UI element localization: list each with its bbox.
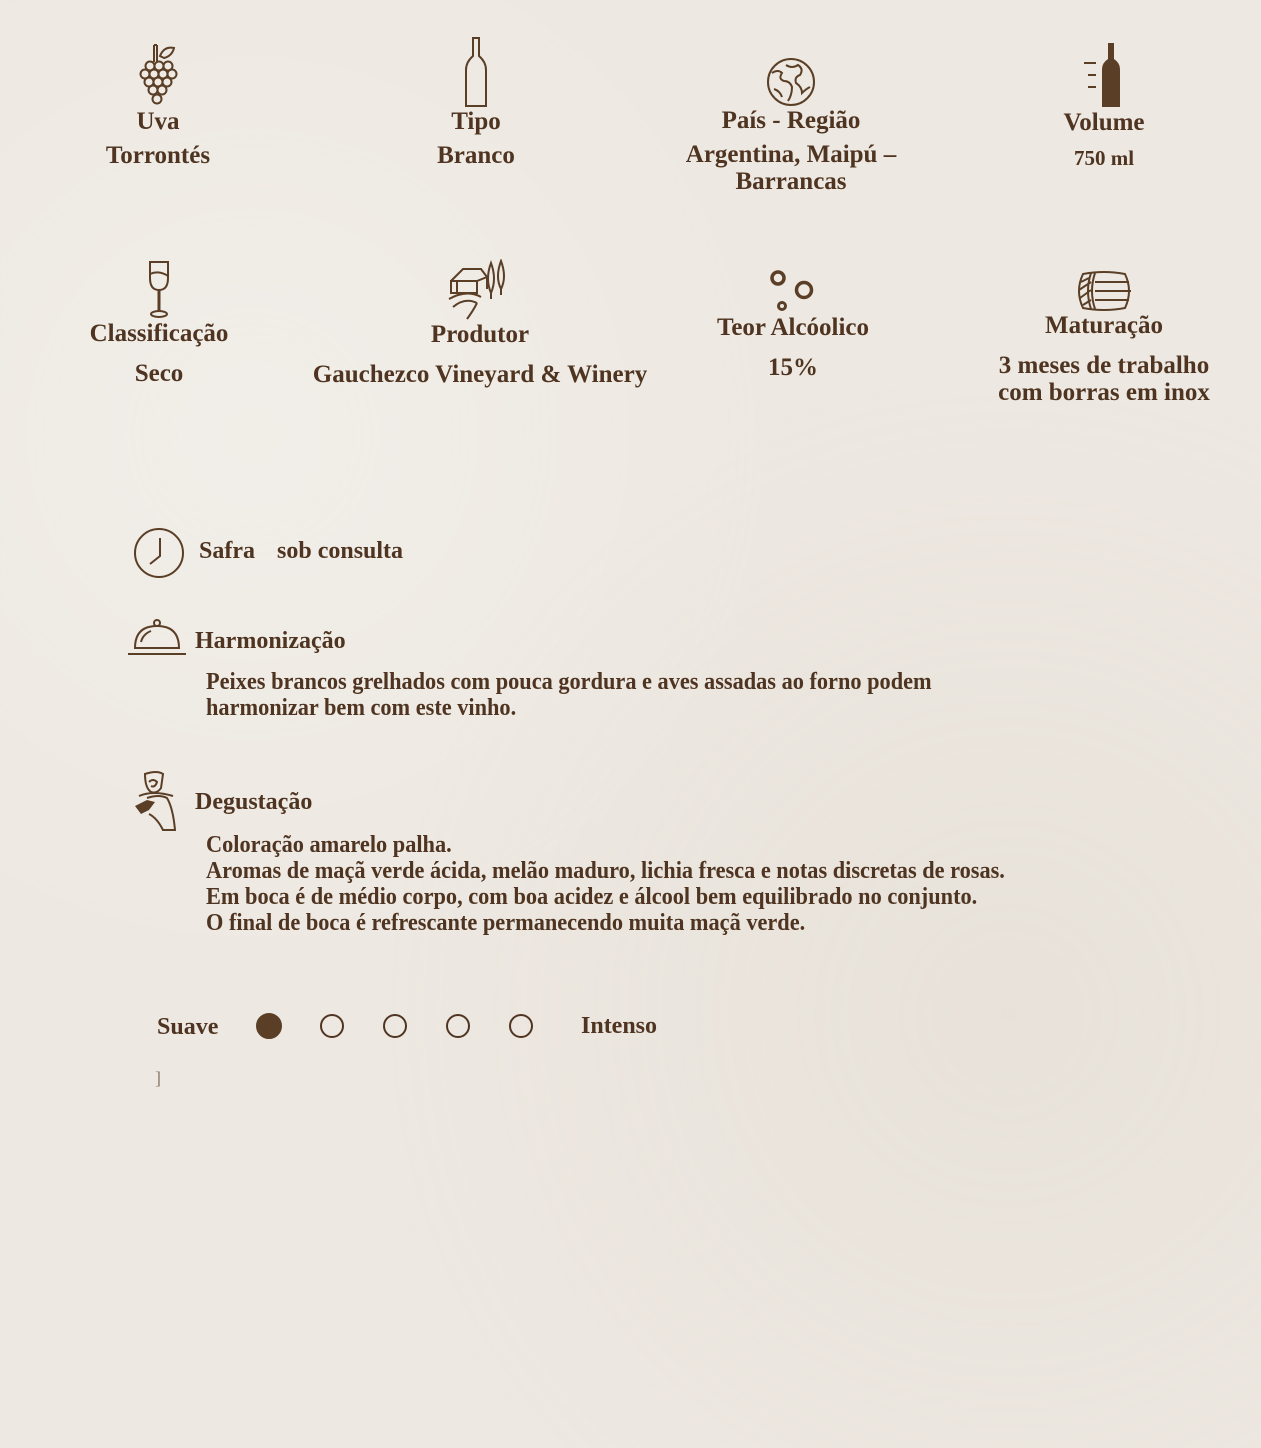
attribute-label: Classificação [89,320,229,347]
attribute-value-line: com borras em inox [998,379,1210,406]
degustacao-line: O final de boca é refrescante permanecendo muita maçã verde. [206,910,806,936]
cloche-icon [127,618,187,658]
grape-icon [136,42,180,108]
harmonizacao-text [206,669,932,721]
degustacao-text [206,832,1005,936]
harmonizacao-line: Peixes brancos grelhados com pouca gordura e aves assadas ao forno podem [206,669,932,695]
stray-bracket: ] [155,1068,161,1088]
attribute-label: Produtor [430,321,530,348]
degustacao-title: Degustação [195,789,313,815]
degustacao-line: Em boca é de médio corpo, com boa acidez e álcool bem equilibrado no conjunto. [206,884,978,910]
barrel-icon [1075,270,1133,312]
harmonizacao-line: harmonizar bem com este vinho. [206,695,517,721]
attribute-value: Seco [134,360,184,387]
attribute-label: Tipo [451,108,501,135]
clock-icon [132,526,186,580]
attribute-label: Maturação [1044,312,1164,339]
attribute-maturacao [914,270,1261,406]
safra-label: Safra [199,538,255,564]
intensity-dot-4[interactable] [446,1014,470,1038]
safra-value: sob consulta [277,538,404,564]
attribute-value: Gauchezco Vineyard & Winery [312,361,648,388]
intensity-dot-3[interactable] [383,1014,407,1038]
attribute-value-line: Barrancas [735,168,847,195]
bottle-volume-icon [1082,43,1126,109]
attribute-label: Volume [1063,109,1145,136]
attribute-volume [914,43,1261,172]
intensity-dot-1[interactable] [256,1013,282,1039]
attribute-value: Torrontés [105,142,211,169]
bottle-outline-icon [463,36,489,108]
degustacao-line: Aromas de maçã verde ácida, melão maduro, lichia fresca e notas discretas de rosas. [206,858,1005,884]
tasting-hand-icon [133,768,181,834]
attribute-value-line: 3 meses de trabalho [998,352,1210,379]
intensity-dot-2[interactable] [320,1014,344,1038]
attribute-label: País - Região [721,107,861,134]
degustacao-line: Coloração amarelo palha. [206,832,452,858]
attribute-value: 750 ml [1073,146,1135,170]
attribute-label: Teor Alcóolico [716,314,870,341]
intensity-dot-5[interactable] [509,1014,533,1038]
attribute-value: 15% [768,354,818,381]
intensity-min-label: Suave [157,1014,219,1040]
attribute-value-line: Argentina, Maipú – [685,141,897,168]
globe-icon [766,57,816,107]
wine-glass-icon [146,260,172,320]
bubbles-icon [768,268,818,314]
attribute-value: Branco [437,142,515,169]
attribute-label: Uva [136,108,180,135]
intensity-max-label: Intenso [581,1013,658,1039]
winery-icon [447,259,513,321]
harmonizacao-title: Harmonização [195,628,346,654]
